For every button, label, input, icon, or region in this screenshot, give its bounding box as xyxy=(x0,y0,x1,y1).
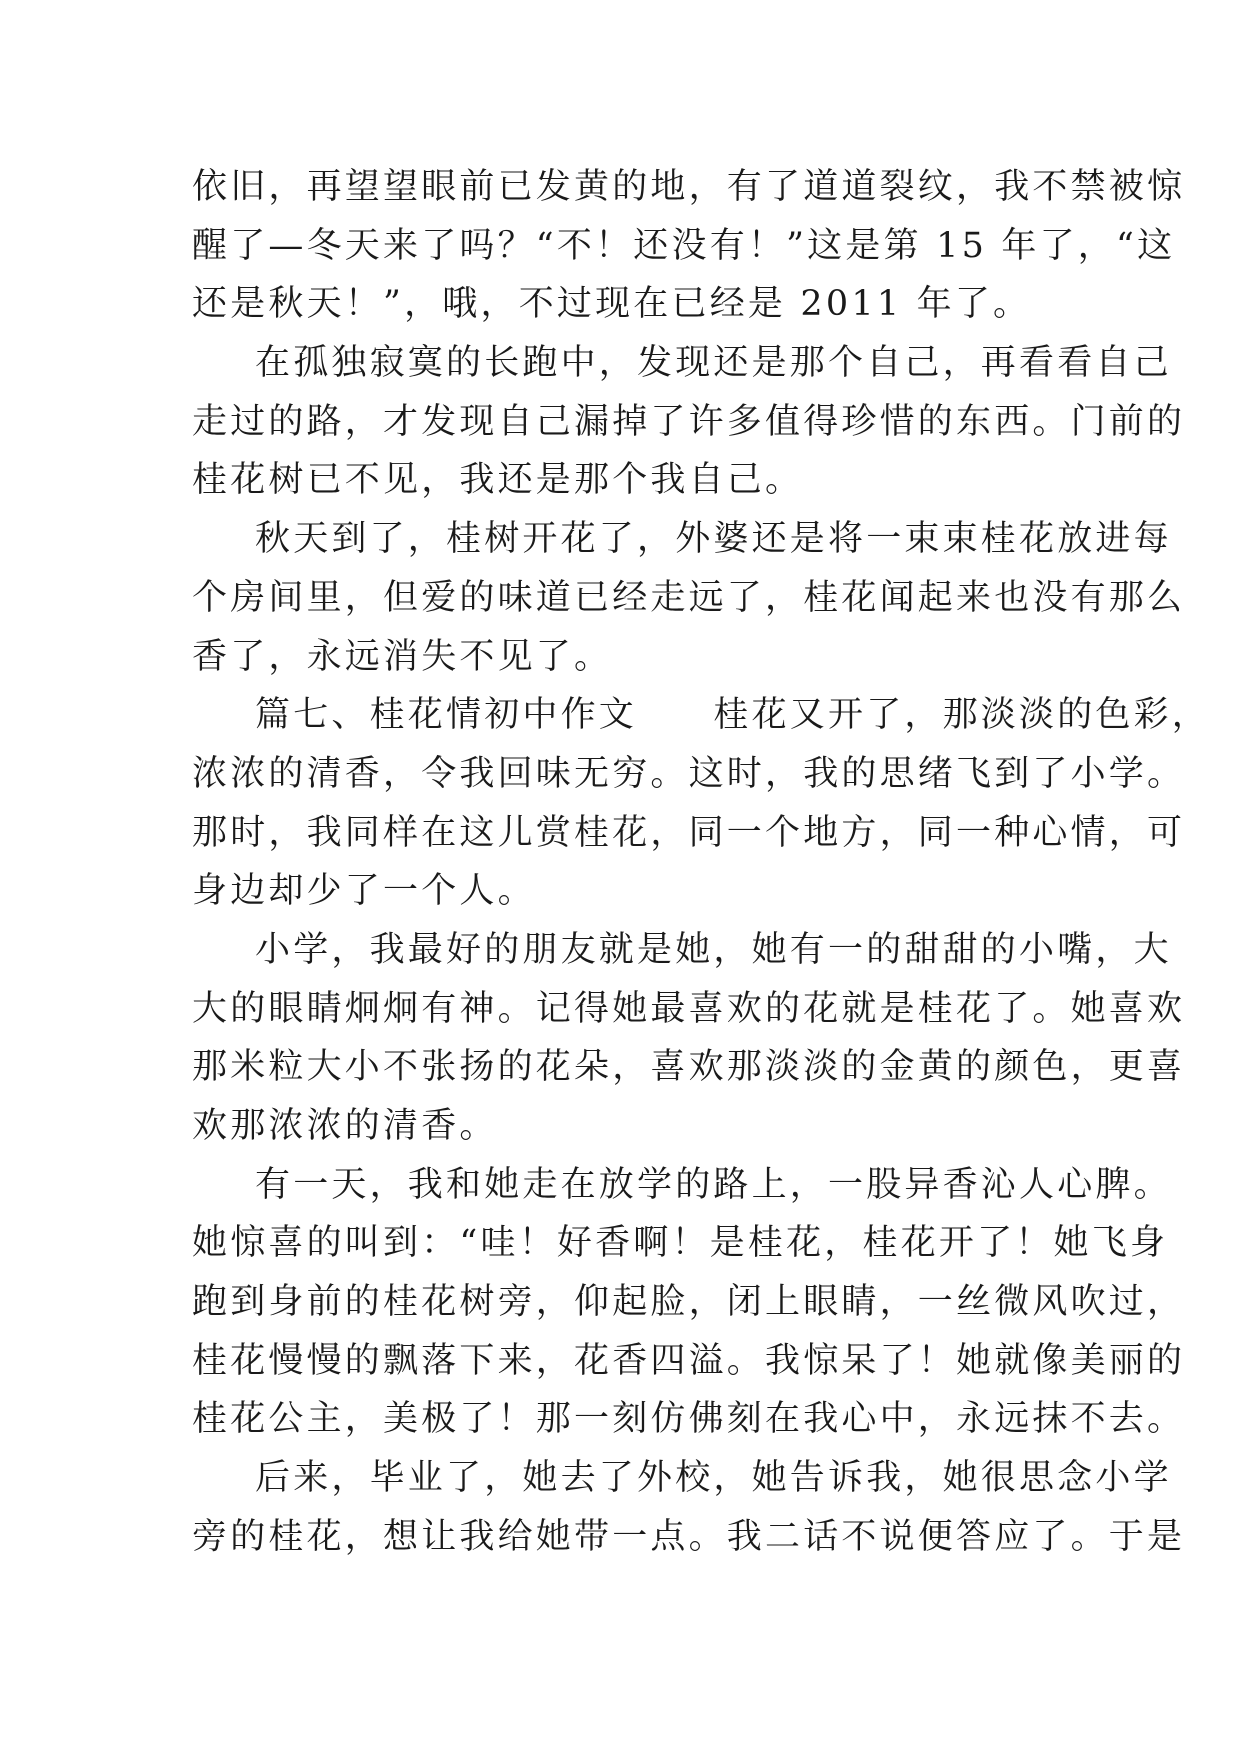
text-line: 旁的桂花，想让我给她带一点。我二话不说便答应了。于是 xyxy=(192,1516,1186,1557)
text-line: 桂花树已不见，我还是那个我自己。 xyxy=(192,460,804,501)
paragraph-start-line: 小学，我最好的朋友就是她，她有一的甜甜的小嘴，大 xyxy=(255,929,1172,970)
text-line: 浓浓的清香，令我回味无穷。这时，我的思绪飞到了小学。 xyxy=(192,753,1186,794)
text-line: 还是秋天！”，哦，不过现在已经是 2011 年了。 xyxy=(192,284,1032,325)
paragraph-start-line: 秋天到了，桂树开花了，外婆还是将一束束桂花放进每 xyxy=(255,519,1172,560)
paragraph-start-line: 有一天，我和她走在放学的路上，一股异香沁人心脾。 xyxy=(255,1164,1172,1205)
text-line: 那米粒大小不张扬的花朵，喜欢那淡淡的金黄的颜色，更喜 xyxy=(192,1047,1186,1088)
text-line: 桂花公主，美极了！那一刻仿佛刻在我心中，永远抹不去。 xyxy=(192,1399,1186,1440)
section-heading-line: 篇七、桂花情初中作文 桂花又开了，那淡淡的色彩， xyxy=(255,695,1211,736)
paragraph-start-line: 在孤独寂寞的长跑中，发现还是那个自己，再看看自己 xyxy=(255,343,1172,384)
text-line: 桂花慢慢的飘落下来，花香四溢。我惊呆了！她就像美丽的 xyxy=(192,1340,1186,1381)
text-line: 欢那浓浓的清香。 xyxy=(192,1106,498,1146)
text-line: 身边却少了一个人。 xyxy=(192,871,536,912)
text-line: 香了，永远消失不见了。 xyxy=(192,636,613,677)
text-line: 依旧，再望望眼前已发黄的地，有了道道裂纹，我不禁被惊 xyxy=(192,167,1186,207)
text-line: 醒了—冬天来了吗？“不！还没有！”这是第 15 年了，“这 xyxy=(192,225,1176,266)
document-body xyxy=(192,158,1211,1567)
text-line: 走过的路，才发现自己漏掉了许多值得珍惜的东西。门前的 xyxy=(192,401,1186,442)
text-line: 个房间里，但爱的味道已经走远了，桂花闻起来也没有那么 xyxy=(192,577,1186,618)
text-line: 大的眼睛炯炯有神。记得她最喜欢的花就是桂花了。她喜欢 xyxy=(192,988,1186,1029)
text-line: 跑到身前的桂花树旁，仰起脸，闭上眼睛，一丝微风吹过， xyxy=(192,1282,1186,1323)
text-line: 她惊喜的叫到：“哇！好香啊！是桂花，桂花开了！她飞身 xyxy=(192,1223,1169,1264)
text-line: 那时，我同样在这儿赏桂花，同一个地方，同一种心情，可 xyxy=(192,812,1186,853)
paragraph-start-line: 后来，毕业了，她去了外校，她告诉我，她很思念小学 xyxy=(255,1458,1172,1499)
